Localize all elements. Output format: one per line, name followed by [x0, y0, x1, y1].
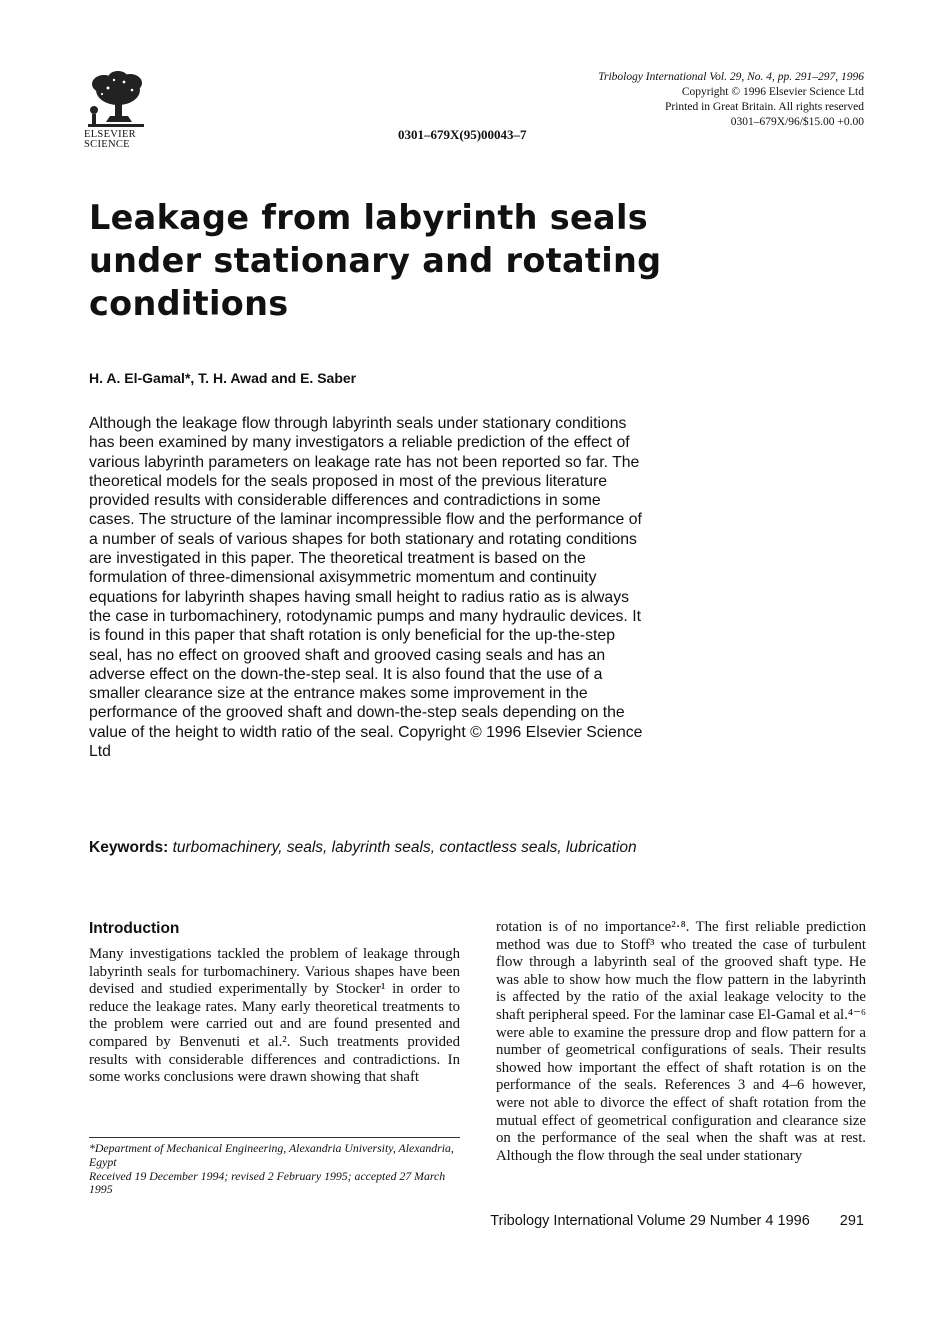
journal-citation: Tribology International Vol. 29, No. 4, pp. 291–297, 1996: [598, 71, 864, 83]
footnote-affiliation: *Department of Mechanical Engineering, Alexandria University, Alexandria, Egypt: [89, 1141, 454, 1169]
journal-info: [598, 70, 864, 130]
intro-paragraph-right: rotation is of no importance²·⁸. The first reliable prediction method was due to Stoff³ who treated the case of turbulent flow through a labyrinth seal of the grooved shaft type. He was able to show how much the flow pattern in the labyrinth is affected by the ratio of the axial leakage velocity to the shaft peripheral speed. For the laminar case El-Gamal et al.⁴⁻⁶ were able to examine the pressure drop and flow pattern for a number of geometrical configurations of seals. Their results showed how important the effect of shaft rotation is on the performance of the seals. References 3 and 4–6 however, were not able to divorce the effect of shaft rotation from the mutual effect of geometrical configuration and clearance size on the performance of the seal when the shaft was at rest. Although the flow through the seal under stationary: [496, 919, 866, 1164]
copyright-line: Copyright © 1996 Elsevier Science Ltd: [681, 86, 864, 98]
article-title: Leakage from labyrinth seals under stationary and rotating conditions: [89, 198, 662, 323]
abstract: Although the leakage flow through labyrinth seals under stationary conditions has been examined by many investigators a reliable prediction of the effect of various labyrinth parameters on leakage rate has not been reported so far. The theoretical models for the seals proposed in most of the previous literature provided results with considerable differences and contradictions in some cases. The structure of the laminar incompressible flow and the performance of a number of seals of various shapes for both stationary and rotating conditions are investigated in this paper. The theoretical treatment is based on the formulation of three-dimensional axisymmetric momentum and continuity equations for labyrinth shapes having small height to radius ratio as is always the case in turbomachinery, rotodynamic pumps and many hydraulic devices. It is found in this paper that shaft rotation is only beneficial for the up-the-step seal, has no effect on grooved shaft and grooved casing seals and has an adverse effect on the down-the-step seal. It is also found that the use of a smaller clearance size at the entrance makes some improvement in the performance of the grooved shaft and down-the-step seals depending on the value of the height to width ratio of the seal. Copyright © 1996 Elsevier Science Ltd: [89, 415, 643, 761]
issn-line: 0301–679X/96/$15.00 +0.00: [730, 116, 864, 128]
page-number: 291: [839, 1213, 864, 1229]
intro-paragraph-left: Many investigations tackled the problem of leakage through labyrinth seals for turbomachinery. Various shapes have been devised and studied experimentally by Stocker¹ in order to reduce the leakage rates. Many early theoretical treatments to the problem were carried out and are found presented and compared by Benvenuti et al.². Such treatments provided results with considerable differences and contradictions. In some works conclusions were drawn showing that shaft: [89, 946, 460, 1086]
article-doi: 0301–679X(95)00043–7: [398, 127, 527, 142]
publisher-name: ELSEVIER SCIENCE: [84, 129, 136, 150]
right-column: [496, 919, 866, 1165]
keywords-list: turbomachinery, seals, labyrinth seals, contactless seals, lubrication: [172, 839, 637, 856]
footer-journal: Tribology International Volume 29 Number 4 1996: [490, 1213, 810, 1229]
keywords: [89, 838, 649, 857]
footnote: [89, 1142, 460, 1197]
elsevier-tree-icon: [84, 70, 146, 130]
keywords-label: Keywords:: [89, 839, 169, 856]
printed-line: Printed in Great Britain. All rights reserved: [665, 101, 864, 113]
footnote-divider: [89, 1137, 460, 1138]
section-heading-introduction: Introduction: [89, 920, 180, 937]
left-column: [89, 920, 460, 1087]
footnote-dates: Received 19 December 1994; revised 2 February 1995; accepted 27 March 1995: [89, 1168, 446, 1197]
publisher-logo: [84, 70, 174, 150]
article-authors: H. A. El-Gamal*, T. H. Awad and E. Saber: [89, 370, 357, 386]
page-footer: [490, 1213, 864, 1229]
